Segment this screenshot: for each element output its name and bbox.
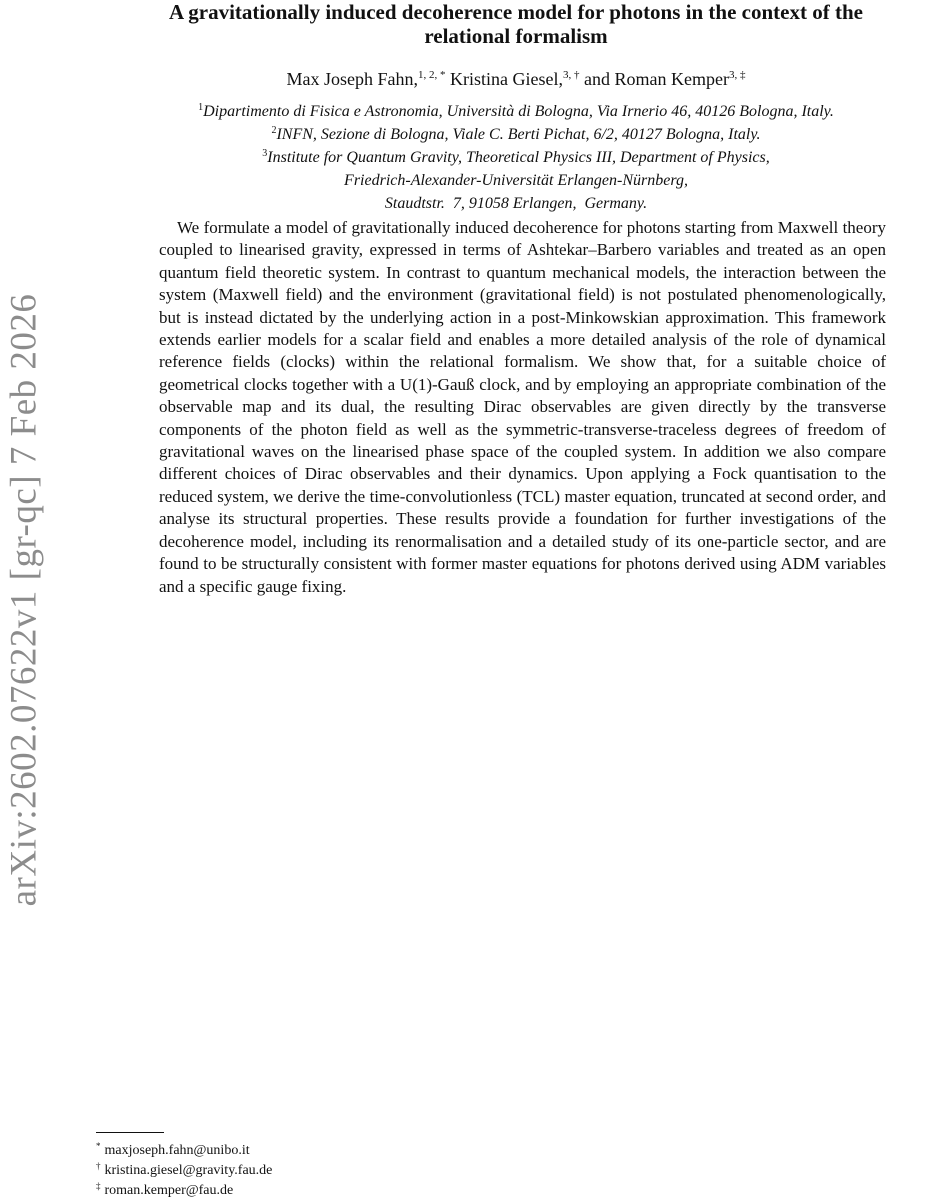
footnote-mark: ‡ (96, 1181, 101, 1191)
affiliation-3 (96, 146, 936, 169)
author-marks: 1, 2, * (418, 69, 446, 81)
footnote-list (96, 1141, 272, 1201)
paper-title (96, 0, 936, 48)
title-line-1: A gravitationally induced decoherence model for photons in the context of the (169, 0, 863, 24)
affiliation-list (96, 100, 936, 215)
affiliation-text: Dipartimento di Fisica e Astronomia, Università di Bologna, Via Irnerio 46, 40126 Bologna, Italy. (203, 103, 834, 120)
affiliation-mark: 3 (262, 148, 268, 159)
author-list (96, 68, 936, 90)
footnote-email-1 (96, 1141, 272, 1161)
title-line-2: relational formalism (424, 24, 608, 48)
author-marks: 3, ‡ (728, 69, 746, 81)
footnote-mark: † (96, 1161, 101, 1171)
author-name: Roman Kemper (614, 69, 729, 89)
footnote-divider (96, 1132, 164, 1133)
author-name: Max Joseph Fahn, (286, 69, 419, 89)
author-marks: 3, † (563, 69, 580, 81)
footnote-email-3 (96, 1181, 272, 1201)
footnote-email: maxjoseph.fahn@unibo.it (104, 1143, 250, 1158)
affiliation-mark: 1 (198, 102, 204, 113)
affiliation-mark: 2 (271, 125, 277, 136)
affiliation-text: INFN, Sezione di Bologna, Viale C. Berti Pichat, 6/2, 40127 Bologna, Italy. (276, 126, 761, 143)
affiliation-text: Institute for Quantum Gravity, Theoretical Physics III, Department of Physics, (267, 149, 770, 166)
footnote-email-2 (96, 1161, 272, 1181)
footnote-email: roman.kemper@fau.de (104, 1183, 234, 1198)
affiliation-3-line-3: Staudtstr. 7, 91058 Erlangen, Germany. (384, 195, 648, 212)
arxiv-identifier: arXiv:2602.07622v1 [gr-qc] 7 Feb 2026 (3, 293, 45, 907)
affiliation-1 (96, 100, 936, 123)
affiliation-3-line-2: Friedrich-Alexander-Universität Erlangen-Nürnberg, (344, 172, 688, 189)
footnote-email: kristina.giesel@gravity.fau.de (104, 1163, 273, 1178)
author-separator: and (584, 69, 610, 89)
affiliation-2 (96, 123, 936, 146)
abstract: We formulate a model of gravitationally induced decoherence for photons starting from Maxwell theory coupled to linearised gravity, expressed in terms of Ashtekar–Barbero variables and treated as an open quantum field theoretic system. In contrast to quantum mechanical models, the interaction between the system (Maxwell field) and the environment (gravitational field) is not postulated phenomenologically, but is instead dictated by the underlying action in a post-Minkowskian approximation. This framework extends earlier models for a scalar field and enables a more detailed analysis of the role of dynamical reference fields (clocks) within the relational formalism. We show that, for a suitable choice of geometrical clocks together with a U(1)-Gauß clock, and by employing an appropriate combination of the observable map and its dual, the resulting Dirac observables are given directly by the transverse components of the photon field as well as the symmetric-transverse-traceless degrees of freedom of gravitational waves on the linearised phase space of the coupled system. In addition we also compare different choices of Dirac observables and their dynamics. Upon applying a Fock quantisation to the reduced system, we derive the time-convolutionless (TCL) master equation, truncated at second order, and analyse its structural properties. These results provide a foundation for further investigations of the decoherence model, including its renormalisation and a detailed study of its one-particle sector, and are found to be structurally consistent with former master equations for photons derived using ADM variables and a specific gauge fixing. (159, 218, 886, 596)
author-name: Kristina Giesel, (450, 69, 563, 89)
footnote-mark: * (96, 1141, 101, 1151)
